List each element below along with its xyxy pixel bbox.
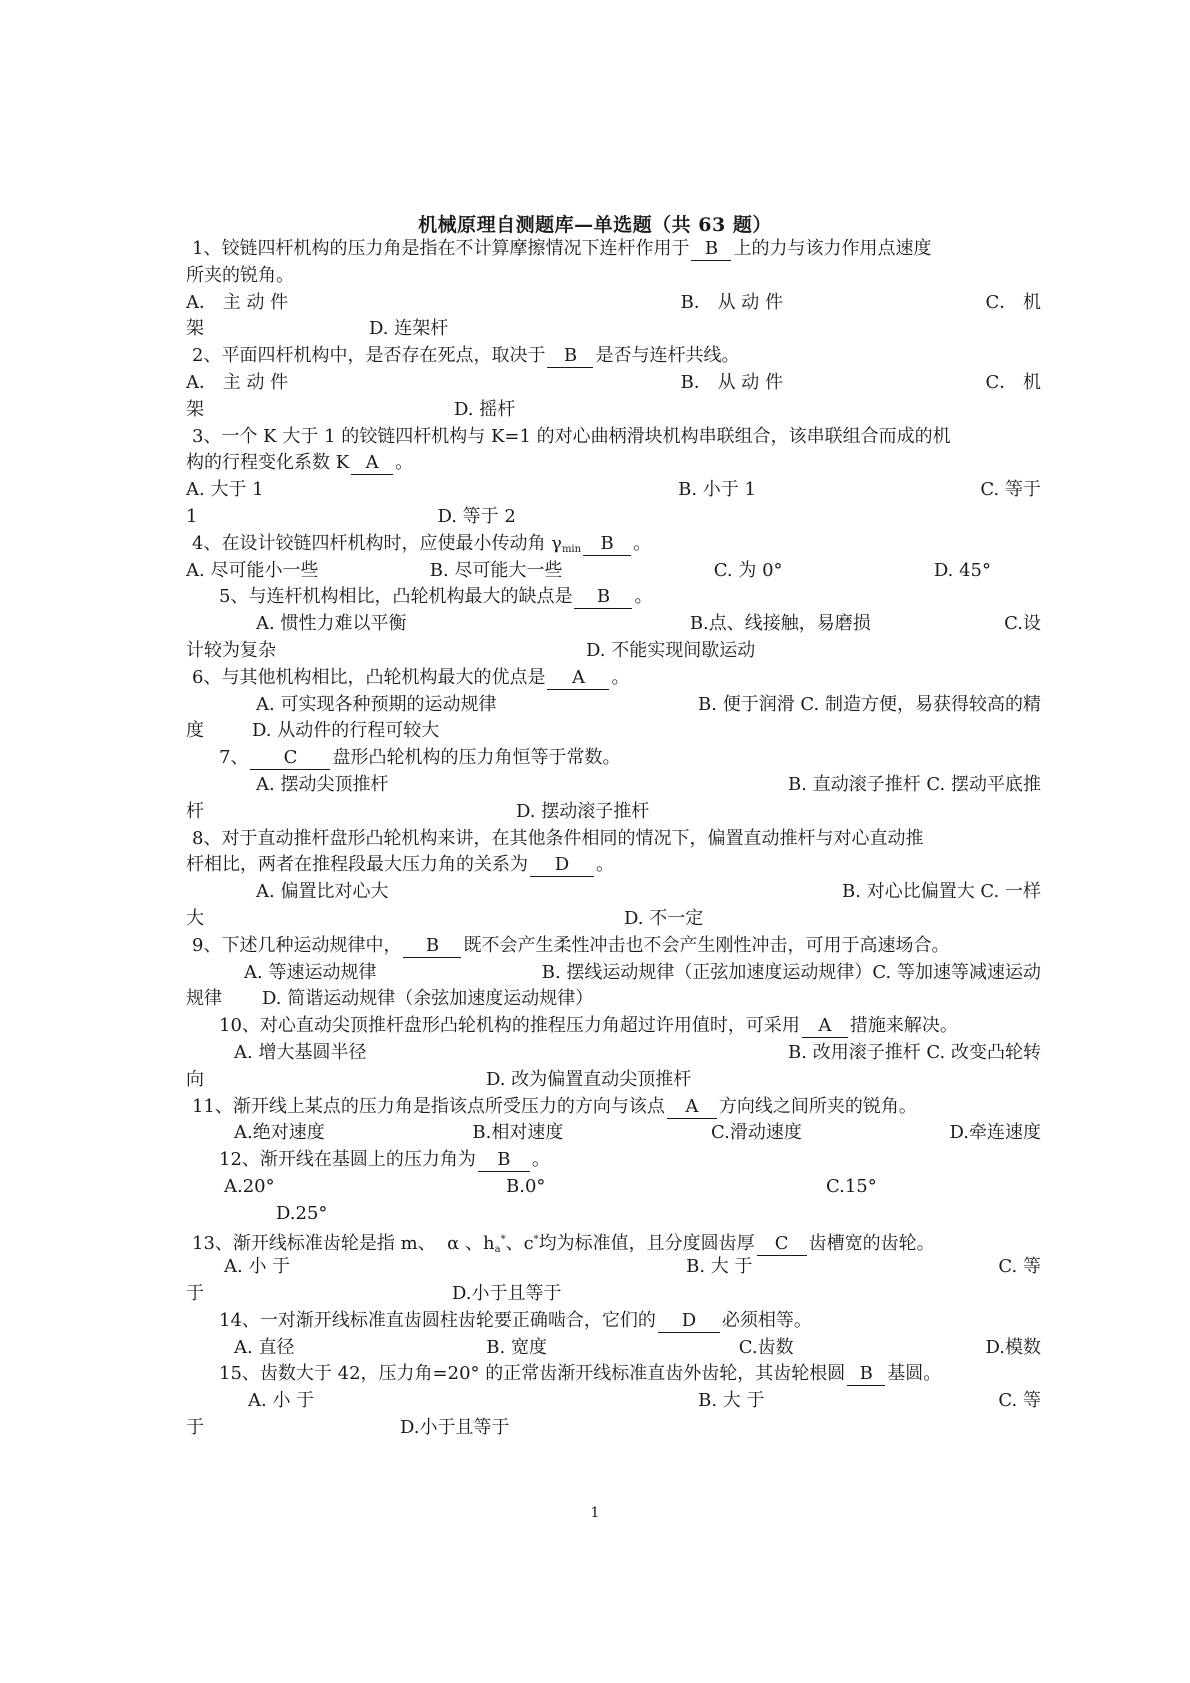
stem-text: 10、对心直动尖顶推杆盘形凸轮机构的推程压力角超过许用值时，可采用 bbox=[219, 1015, 800, 1037]
option-d: D. 从动件的行程可较大 bbox=[252, 720, 440, 742]
question-stem bbox=[186, 1361, 1041, 1388]
option-b: B. 小于 1 bbox=[678, 479, 756, 501]
answer-blank: D bbox=[530, 854, 594, 877]
option-a: A． 主 动 件 bbox=[186, 291, 289, 313]
option-bc: B. 便于润滑 C. 制造方便，易获得较高的精 bbox=[698, 693, 1041, 715]
option-d: D. 不能实现间歇运动 bbox=[586, 639, 756, 661]
answer-blank: A bbox=[802, 1015, 848, 1038]
option-bc: B. 对心比偏置大 C. 一样 bbox=[842, 881, 1041, 903]
option-c: C.滑动速度 bbox=[710, 1122, 802, 1144]
option-row bbox=[186, 960, 1041, 987]
stem-text: 构的行程变化系数 K bbox=[186, 452, 350, 474]
question-stem: 3、一个 K 大于 1 的铰链四杆机构与 K=1 的对心曲柄滑块机构串联组合，该串联组合而成的机 bbox=[192, 425, 951, 447]
option-a: A. 大于 1 bbox=[186, 479, 264, 501]
option-row bbox=[186, 397, 1041, 424]
question-stem-continued: 所夹的锐角。 bbox=[186, 264, 294, 286]
option-row bbox=[186, 718, 1041, 745]
stem-text: 均为标准值，且分度圆齿厚 bbox=[538, 1233, 755, 1255]
option-c: C. 等于 bbox=[980, 479, 1041, 501]
stem-text: 11、渐开线上某点的压力角是指该点所受压力的方向与该点 bbox=[192, 1095, 665, 1117]
option-b: B． 从 动 件 bbox=[680, 291, 784, 313]
option-d: D. 改为偏置直动尖顶推杆 bbox=[486, 1068, 692, 1090]
stem-text: 必须相等。 bbox=[721, 1309, 812, 1331]
option-c-wrap: 杆 bbox=[186, 800, 204, 822]
option-a: A. 惯性力难以平衡 bbox=[256, 613, 407, 635]
option-a: A. 小 于 bbox=[248, 1390, 315, 1412]
option-d: D. 简谐运动规律（余弦加速度运动规律） bbox=[262, 988, 594, 1010]
option-a: A. 直径 bbox=[234, 1336, 295, 1358]
answer-blank: B bbox=[547, 345, 593, 368]
question-stem bbox=[186, 531, 1041, 558]
option-row bbox=[186, 986, 1041, 1013]
option-d: D.小于且等于 bbox=[400, 1417, 510, 1439]
option-c-wrap: 向 bbox=[186, 1068, 204, 1090]
question-stem bbox=[186, 343, 1041, 370]
option-b: B.点、线接触，易磨损 bbox=[689, 613, 871, 635]
option-c: C.设 bbox=[1004, 613, 1041, 635]
answer-blank: B bbox=[583, 533, 631, 556]
option-d: D. 连架杆 bbox=[369, 318, 449, 340]
question-stem bbox=[186, 236, 1041, 263]
option-row bbox=[186, 1201, 1041, 1228]
subscript: min bbox=[561, 543, 582, 555]
option-c-wrap: 架 bbox=[186, 398, 204, 420]
stem-text: 措施来解决。 bbox=[849, 1015, 958, 1037]
option-d: D. 等于 2 bbox=[437, 505, 516, 527]
option-d: D. 45° bbox=[933, 559, 991, 581]
stem-text: 既不会产生柔性冲击也不会产生刚性冲击，可用于高速场合。 bbox=[463, 934, 950, 956]
stem-text: 4、在设计铰链四杆机构时，应使最小传动角 γ bbox=[192, 532, 562, 554]
stem-text: 、c bbox=[505, 1233, 534, 1255]
option-b: B. 大 于 bbox=[686, 1256, 753, 1278]
stem-text: 上的力与该力作用点速度 bbox=[733, 238, 932, 259]
option-row bbox=[186, 692, 1041, 719]
option-c: C.齿数 bbox=[738, 1336, 794, 1358]
answer-blank: B bbox=[574, 586, 632, 609]
question-stem bbox=[186, 1308, 1041, 1335]
option-c: C. 等 bbox=[998, 1256, 1041, 1278]
option-a: A. 增大基圆半径 bbox=[234, 1041, 367, 1063]
stem-text: 9、下述几种运动规律中， bbox=[192, 934, 402, 956]
option-d: D. 不一定 bbox=[624, 907, 704, 929]
option-c-wrap: 大 bbox=[186, 907, 204, 929]
stem-text: 是否与连杆共线。 bbox=[595, 345, 740, 367]
option-row bbox=[186, 504, 1041, 531]
superscript: * bbox=[533, 1234, 539, 1246]
stem-text: 基圆。 bbox=[887, 1363, 942, 1385]
option-c-wrap: 度 bbox=[186, 720, 204, 742]
stem-text: 。 bbox=[611, 666, 630, 688]
option-row bbox=[186, 1415, 1041, 1442]
option-c-wrap: 规律 bbox=[186, 988, 222, 1010]
stem-text: 。 bbox=[531, 1149, 550, 1171]
option-row bbox=[186, 477, 1041, 504]
option-c: C． 机 bbox=[985, 371, 1041, 393]
stem-text: 。 bbox=[395, 452, 414, 474]
option-a: A． 主 动 件 bbox=[186, 371, 289, 393]
subscript: a bbox=[494, 1244, 501, 1256]
option-row bbox=[186, 316, 1041, 343]
option-c: C． 机 bbox=[985, 291, 1041, 313]
question-stem: 8、对于直动推杆盘形凸轮机构来讲，在其他条件相同的情况下，偏置直动推杆与对心直动推 bbox=[192, 827, 924, 849]
option-a: A. 尽可能小一些 bbox=[186, 559, 319, 581]
question-stem-continued bbox=[186, 852, 1041, 879]
stem-text: 12、渐开线在基圆上的压力角为 bbox=[219, 1149, 476, 1171]
option-row bbox=[186, 1067, 1041, 1094]
option-c-wrap: 计较为复杂 bbox=[186, 639, 276, 661]
question-stem bbox=[186, 1094, 1041, 1121]
answer-blank: A bbox=[667, 1096, 717, 1119]
option-row bbox=[186, 879, 1041, 906]
option-b: B. 宽度 bbox=[486, 1336, 547, 1358]
question-list bbox=[186, 236, 1041, 1442]
stem-text: 方向线之间所夹的锐角。 bbox=[718, 1095, 917, 1117]
answer-blank: B bbox=[478, 1149, 530, 1172]
option-c-wrap: 于 bbox=[186, 1283, 204, 1305]
option-row bbox=[186, 772, 1041, 799]
question-stem bbox=[186, 584, 1041, 611]
option-d: D.牵连速度 bbox=[949, 1122, 1041, 1144]
option-row bbox=[186, 558, 1041, 585]
answer-blank: C bbox=[250, 747, 330, 770]
question-stem-continued bbox=[186, 450, 1041, 477]
option-d: D. 摆动滚子推杆 bbox=[516, 800, 650, 822]
answer-blank: C bbox=[757, 1233, 807, 1256]
page-number: 1 bbox=[590, 1505, 600, 1521]
stem-text: 15、齿数大于 42，压力角=20° 的正常齿渐开线标准直齿外齿轮，其齿轮根圆 bbox=[219, 1363, 846, 1385]
option-row bbox=[186, 906, 1041, 933]
option-c-wrap: 1 bbox=[186, 505, 198, 527]
stem-text: 。 bbox=[596, 854, 614, 876]
stem-text: 杆相比，两者在推程段最大压力角的关系为 bbox=[186, 854, 528, 876]
answer-blank: B bbox=[403, 935, 461, 958]
question-stem bbox=[186, 1227, 1041, 1254]
option-b: B． 从 动 件 bbox=[680, 371, 784, 393]
option-row bbox=[186, 370, 1041, 397]
question-stem bbox=[186, 665, 1041, 692]
stem-text: 1、铰链四杆机构的压力角是指在不计算摩擦情况下连杆作用于 bbox=[192, 238, 690, 259]
option-row bbox=[186, 611, 1041, 638]
stem-text: 齿槽宽的齿轮。 bbox=[808, 1233, 935, 1255]
option-a: A. 等速运动规律 bbox=[244, 961, 377, 983]
stem-text: 6、与其他机构相比，凸轮机构最大的优点是 bbox=[192, 666, 546, 688]
option-row bbox=[186, 1281, 1041, 1308]
page-title: 机械原理自测题库—单选题（共 63 题） bbox=[418, 214, 772, 236]
option-d: D.小于且等于 bbox=[452, 1283, 562, 1305]
option-row bbox=[186, 638, 1041, 665]
option-c: C. 为 0° bbox=[713, 559, 783, 581]
question-stem bbox=[186, 1013, 1041, 1040]
stem-text: 盘形凸轮机构的压力角恒等于常数。 bbox=[332, 747, 621, 769]
answer-blank: A bbox=[547, 667, 609, 690]
option-bc: B. 摆线运动规律（正弦加速度运动规律）C. 等加速等减速运动 bbox=[541, 961, 1041, 983]
answer-blank: A bbox=[351, 452, 393, 475]
stem-text: 。 bbox=[633, 532, 652, 554]
answer-blank: D bbox=[658, 1310, 720, 1333]
option-a: A.绝对速度 bbox=[234, 1122, 325, 1144]
option-d: D.25° bbox=[276, 1202, 328, 1224]
question-stem bbox=[186, 1147, 1041, 1174]
option-a: A.20° bbox=[224, 1175, 275, 1197]
stem-text: 2、平面四杆机构中，是否存在死点，取决于 bbox=[192, 345, 546, 367]
option-b: B. 大 于 bbox=[698, 1390, 765, 1412]
option-row bbox=[186, 290, 1041, 317]
option-b: B. 尽可能大一些 bbox=[429, 559, 563, 581]
option-row bbox=[186, 1040, 1041, 1067]
option-row bbox=[186, 1254, 1041, 1281]
question-stem bbox=[186, 933, 1041, 960]
option-c-wrap: 于 bbox=[186, 1417, 204, 1439]
option-bc: B. 改用滚子推杆 C. 改变凸轮转 bbox=[788, 1041, 1041, 1063]
option-row bbox=[186, 1388, 1041, 1415]
option-c-wrap: 架 bbox=[186, 318, 204, 340]
option-a: A. 小 于 bbox=[224, 1256, 291, 1278]
stem-text: 14、一对渐开线标准直齿圆柱齿轮要正确啮合，它们的 bbox=[219, 1309, 656, 1331]
option-d: D. 摇杆 bbox=[454, 398, 516, 420]
stem-text: 5、与连杆机构相比，凸轮机构最大的缺点是 bbox=[219, 586, 573, 608]
stem-text: 13、渐开线标准齿轮是指 m、 α 、h bbox=[192, 1233, 495, 1255]
option-bc: B. 直动滚子推杆 C. 摆动平底推 bbox=[788, 773, 1041, 795]
option-b: B.0° bbox=[506, 1175, 546, 1197]
option-c: C. 等 bbox=[998, 1390, 1041, 1412]
stem-text: 7、 bbox=[219, 747, 249, 769]
superscript: * bbox=[500, 1234, 506, 1246]
option-c: C.15° bbox=[826, 1175, 877, 1197]
option-row bbox=[186, 799, 1041, 826]
answer-blank: B bbox=[847, 1363, 885, 1386]
option-row bbox=[186, 1335, 1041, 1362]
option-row bbox=[186, 1174, 1041, 1201]
option-b: B.相对速度 bbox=[472, 1122, 564, 1144]
question-stem bbox=[186, 745, 1041, 772]
option-row bbox=[186, 1120, 1041, 1147]
option-a: A. 摆动尖顶推杆 bbox=[256, 773, 389, 795]
stem-text: 。 bbox=[634, 586, 653, 608]
answer-blank: B bbox=[691, 238, 731, 261]
option-d: D.模数 bbox=[985, 1336, 1041, 1358]
option-a: A. 偏置比对心大 bbox=[256, 881, 389, 903]
option-a: A. 可实现各种预期的运动规律 bbox=[256, 693, 497, 715]
